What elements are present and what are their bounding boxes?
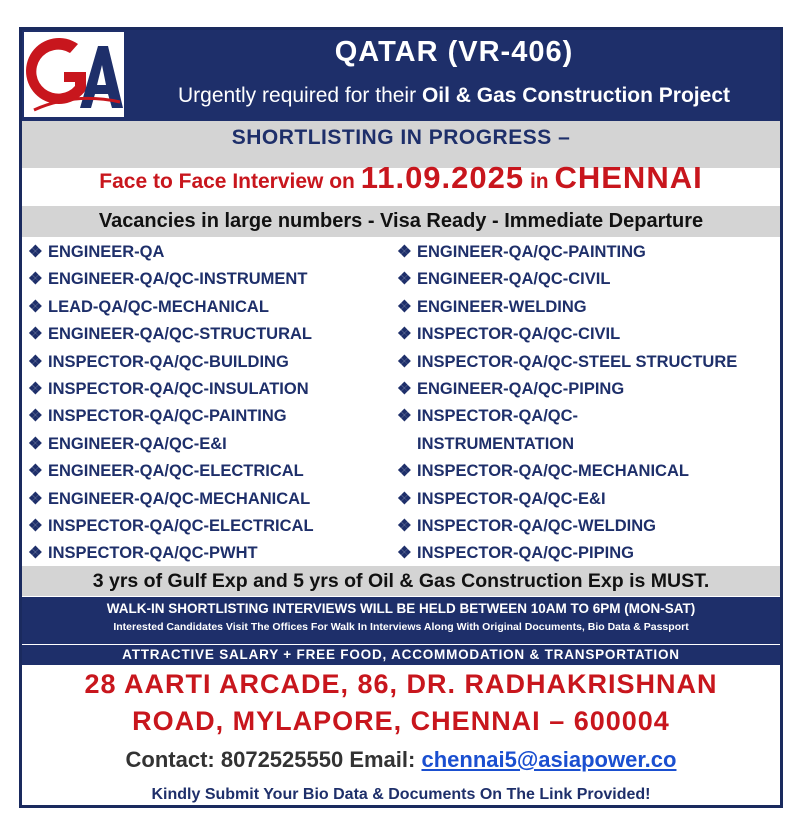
job-item [28,294,314,321]
job-item [28,403,314,430]
header-banner [22,30,780,121]
job-item [28,239,314,266]
shortlisting-status: SHORTLISTING IN PROGRESS – [231,126,571,149]
bullet-icon: ❖ [28,489,43,508]
jobs-list-right [397,239,737,568]
email-link[interactable]: chennai5@asiapower.co [421,747,677,772]
job-label: ENGINEER-QA/QC-INSTRUMENT [48,270,308,289]
benefits-banner: ATTRACTIVE SALARY + FREE FOOD, ACCOMMODATION & TRANSPORTATION [22,645,780,665]
bullet-icon: ❖ [397,516,412,535]
bullet-icon: ❖ [397,352,412,371]
bullet-icon: ❖ [28,516,43,535]
bullet-icon: ❖ [397,462,412,481]
job-item [397,321,737,348]
job-item [28,349,314,376]
job-label: INSPECTOR-QA/QC-INSULATION [48,379,309,398]
job-advertisement [19,27,783,808]
job-label: INSPECTOR-QA/QC-BUILDING [48,352,289,371]
company-logo [24,32,124,117]
job-label: ENGINEER-QA/QC-PAINTING [417,243,646,261]
bullet-icon: ❖ [28,434,43,453]
job-item [28,431,314,458]
project-name: Oil & Gas Construction Project [421,84,730,107]
bullet-icon: ❖ [28,243,43,261]
job-label: INSPECTOR-QA/QC-PWHT [48,544,258,563]
contact-line [22,747,780,773]
job-label: ENGINEER-QA/QC-ELECTRICAL [48,462,304,481]
job-title-location: QATAR (VR-406) [334,36,574,68]
bullet-icon: ❖ [397,270,412,289]
job-item [28,321,314,348]
job-label: INSTRUMENTATION [417,434,575,453]
bullet-icon: ❖ [28,325,43,344]
bullet-icon: ❖ [397,325,412,344]
job-item [28,540,314,567]
job-label: ENGINEER-WELDING [417,297,587,316]
subtitle-prefix: Urgently required for their [177,84,422,107]
job-item [28,513,314,540]
bullet-icon: ❖ [397,407,412,426]
walkin-banner [22,597,780,644]
job-label: INSPECTOR-QA/QC-MECHANICAL [417,462,689,481]
bullet-icon: ❖ [28,462,43,481]
interview-mid: in [524,170,555,193]
job-item [397,376,737,403]
interview-city: CHENNAI [554,160,703,195]
job-item [28,486,314,513]
job-label: ENGINEER-QA [48,243,165,261]
address-line-1: 28 AARTI ARCADE, 86, DR. RADHAKRISHNAN [84,669,718,699]
job-label: LEAD-QA/QC-MECHANICAL [48,297,269,316]
job-item [397,513,737,540]
bullet-icon: ❖ [28,407,43,426]
interview-line [22,160,780,196]
job-item [28,376,314,403]
job-label: ENGINEER-QA/QC-STRUCTURAL [48,325,312,344]
bullet-icon: ❖ [28,379,43,398]
bullet-icon: ❖ [28,352,43,371]
job-label: ENGINEER-QA/QC-PIPING [417,379,625,398]
job-item [28,266,314,293]
bullet-icon: ❖ [28,544,43,563]
submit-note: Kindly Submit Your Bio Data & Documents On The Link Provided! [151,786,651,803]
job-label: INSPECTOR-QA/QC-WELDING [417,516,656,535]
address-line-2: ROAD, MYLAPORE, CHENNAI – 600004 [132,706,670,736]
interview-prefix: Face to Face Interview on [99,170,361,193]
walkin-instructions: Interested Candidates Visit The Offices For Walk In Interviews Along With Original Documents, Bio Data & Passport [113,621,689,633]
bullet-icon: ❖ [28,297,43,316]
experience-requirement: 3 yrs of Gulf Exp and 5 yrs of Oil & Gas Construction Exp is MUST. [22,566,780,596]
job-item-continuation [397,431,737,458]
project-subtitle [130,84,778,108]
job-label: INSPECTOR-QA/QC-CIVIL [417,325,621,344]
job-item [397,540,737,567]
job-item [397,486,737,513]
bullet-icon: ❖ [397,297,412,316]
contact-label: Contact: 8072525550 Email: [125,747,422,772]
job-label: ENGINEER-QA/QC-CIVIL [417,270,611,289]
bullet-icon: ❖ [397,379,412,398]
job-label: INSPECTOR-QA/QC- [417,407,579,426]
job-label: INSPECTOR-QA/QC-E&I [417,489,606,508]
job-label: INSPECTOR-QA/QC-PIPING [417,544,634,563]
interview-date: 11.09.2025 [360,160,525,195]
bullet-icon: ❖ [397,243,412,261]
job-label: ENGINEER-QA/QC-E&I [48,434,227,453]
job-item [397,266,737,293]
job-label: INSPECTOR-QA/QC-ELECTRICAL [48,516,314,535]
bullet-icon: ❖ [28,270,43,289]
job-label: INSPECTOR-QA/QC-PAINTING [48,407,287,426]
walkin-hours: WALK-IN SHORTLISTING INTERVIEWS WILL BE HELD BETWEEN 10AM TO 6PM (MON-SAT) [106,601,696,616]
job-item [397,239,737,266]
job-item [397,458,737,485]
vacancies-banner: Vacancies in large numbers - Visa Ready - Immediate Departure [22,206,780,237]
bullet-icon: ❖ [397,544,412,563]
job-item [28,458,314,485]
job-label: INSPECTOR-QA/QC-STEEL STRUCTURE [417,352,738,371]
job-item [397,294,737,321]
jobs-list-left [28,239,314,568]
ga-logo-icon [24,32,124,117]
job-label: ENGINEER-QA/QC-MECHANICAL [48,489,311,508]
job-item [397,349,737,376]
bullet-icon: ❖ [397,489,412,508]
job-item [397,403,737,430]
